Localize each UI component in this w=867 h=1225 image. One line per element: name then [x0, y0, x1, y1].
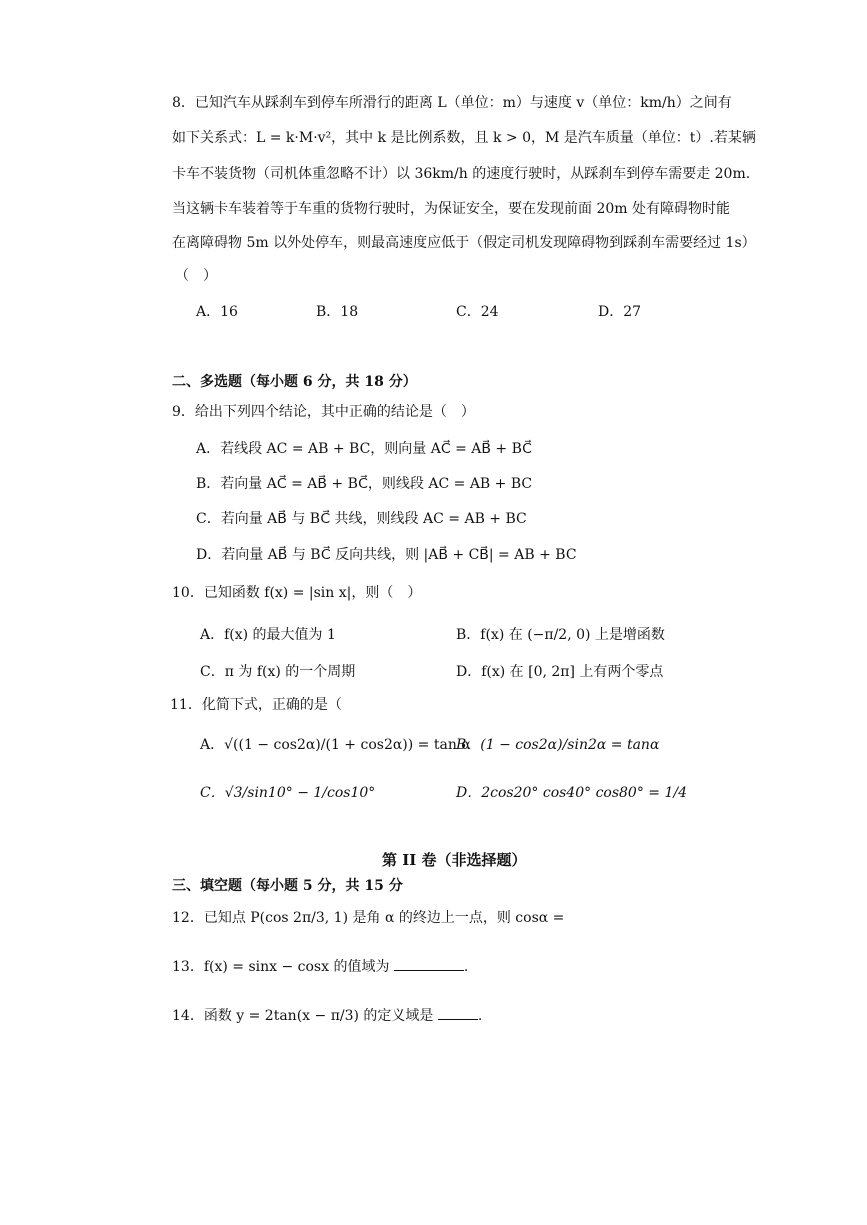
q8-line1: 8．已知汽车从踩刹车到停车所滑行的距离 L（单位：m）与速度 v（单位：km/h）之间有: [172, 95, 732, 111]
q8-line5: 在离障碍物 5m 以外处停车，则最高速度应低于（假定司机发现障碍物到踩刹车需要经过 1s）: [172, 235, 756, 251]
volume-2-heading: 第 II 卷（非选择题）: [382, 851, 527, 869]
q8-option-a: A．16: [196, 304, 238, 320]
q8-line2: 如下关系式：L = k·M·v²，其中 k 是比例系数，且 k > 0，M 是汽车质量（单位：t）.若某辆: [172, 130, 756, 146]
q13-stem: 13．f(x) = sinx − cosx 的值域为: [172, 959, 390, 975]
q11-option-c: C．√3/sin10° − 1/cos10°: [200, 785, 376, 801]
q14-stem: 14．函数 y = 2tan(x − π/3) 的定义域是: [172, 1008, 434, 1024]
q13-text: 13．f(x) = sinx − cosx 的值域为 .: [172, 959, 469, 975]
q10-stem: 10．已知函数 f(x) = |sin x|，则（ ）: [172, 585, 422, 601]
section-2-heading: 二、多选题（每小题 6 分，共 18 分）: [172, 374, 417, 390]
q9-option-d: D．若向量 AB⃗ 与 BC⃗ 反向共线，则 |AB⃗ + CB⃗| = AB + BC: [196, 547, 577, 563]
q10-option-b: B．f(x) 在 (−π/2, 0) 上是增函数: [456, 627, 665, 643]
q11-option-d: D．2cos20° cos40° cos80° = 1/4: [456, 785, 687, 801]
q12-text: [172, 910, 564, 927]
q11-stem: 11．化简下式，正确的是（: [170, 697, 342, 713]
q10-option-d: D．f(x) 在 [0, 2π] 上有两个零点: [456, 664, 664, 680]
q8-option-b: B．18: [316, 304, 359, 320]
q9-option-a: A．若线段 AC = AB + BC，则向量 AC⃗ = AB⃗ + BC⃗: [196, 441, 532, 457]
q9-stem: 9．给出下列四个结论，其中正确的结论是（ ）: [172, 404, 475, 420]
q9-option-b: B．若向量 AC⃗ = AB⃗ + BC⃗，则线段 AC = AB + BC: [196, 476, 533, 492]
q9-option-c: C．若向量 AB⃗ 与 BC⃗ 共线，则线段 AC = AB + BC: [196, 511, 527, 527]
q12-stem: 12．已知点 P(cos 2π/3, 1) 是角 α 的终边上一点，则 cosα =: [172, 910, 565, 926]
q8-option-d: D．27: [598, 304, 642, 320]
q11-option-b: B．(1 − cos2α)/sin2α = tanα: [456, 737, 660, 753]
section-3-heading: 三、填空题（每小题 5 分，共 15 分: [172, 878, 403, 894]
q10-option-c: C．π 为 f(x) 的一个周期: [200, 664, 356, 680]
q8-line4: 当这辆卡车装着等于车重的货物行驶时，为保证安全，要在发现前面 20m 处有障碍物时能: [172, 201, 730, 217]
q8-line3: 卡车不装货物（司机体重忽略不计）以 36km/h 的速度行驶时，从踩刹车到停车需要走 20m.: [172, 166, 751, 182]
q14-text: 14．函数 y = 2tan(x − π/3) 的定义域是 .: [172, 1008, 483, 1024]
q8-answer-bracket: （ ）: [175, 268, 217, 284]
q14-answer-blank[interactable]: [438, 1007, 478, 1020]
q11-option-a: A．√((1 − cos2α)/(1 + cos2α)) = tan α: [200, 737, 471, 753]
q10-option-a: A．f(x) 的最大值为 1: [200, 627, 336, 643]
q13-answer-blank[interactable]: [394, 958, 464, 971]
q8-option-c: C．24: [456, 304, 499, 320]
